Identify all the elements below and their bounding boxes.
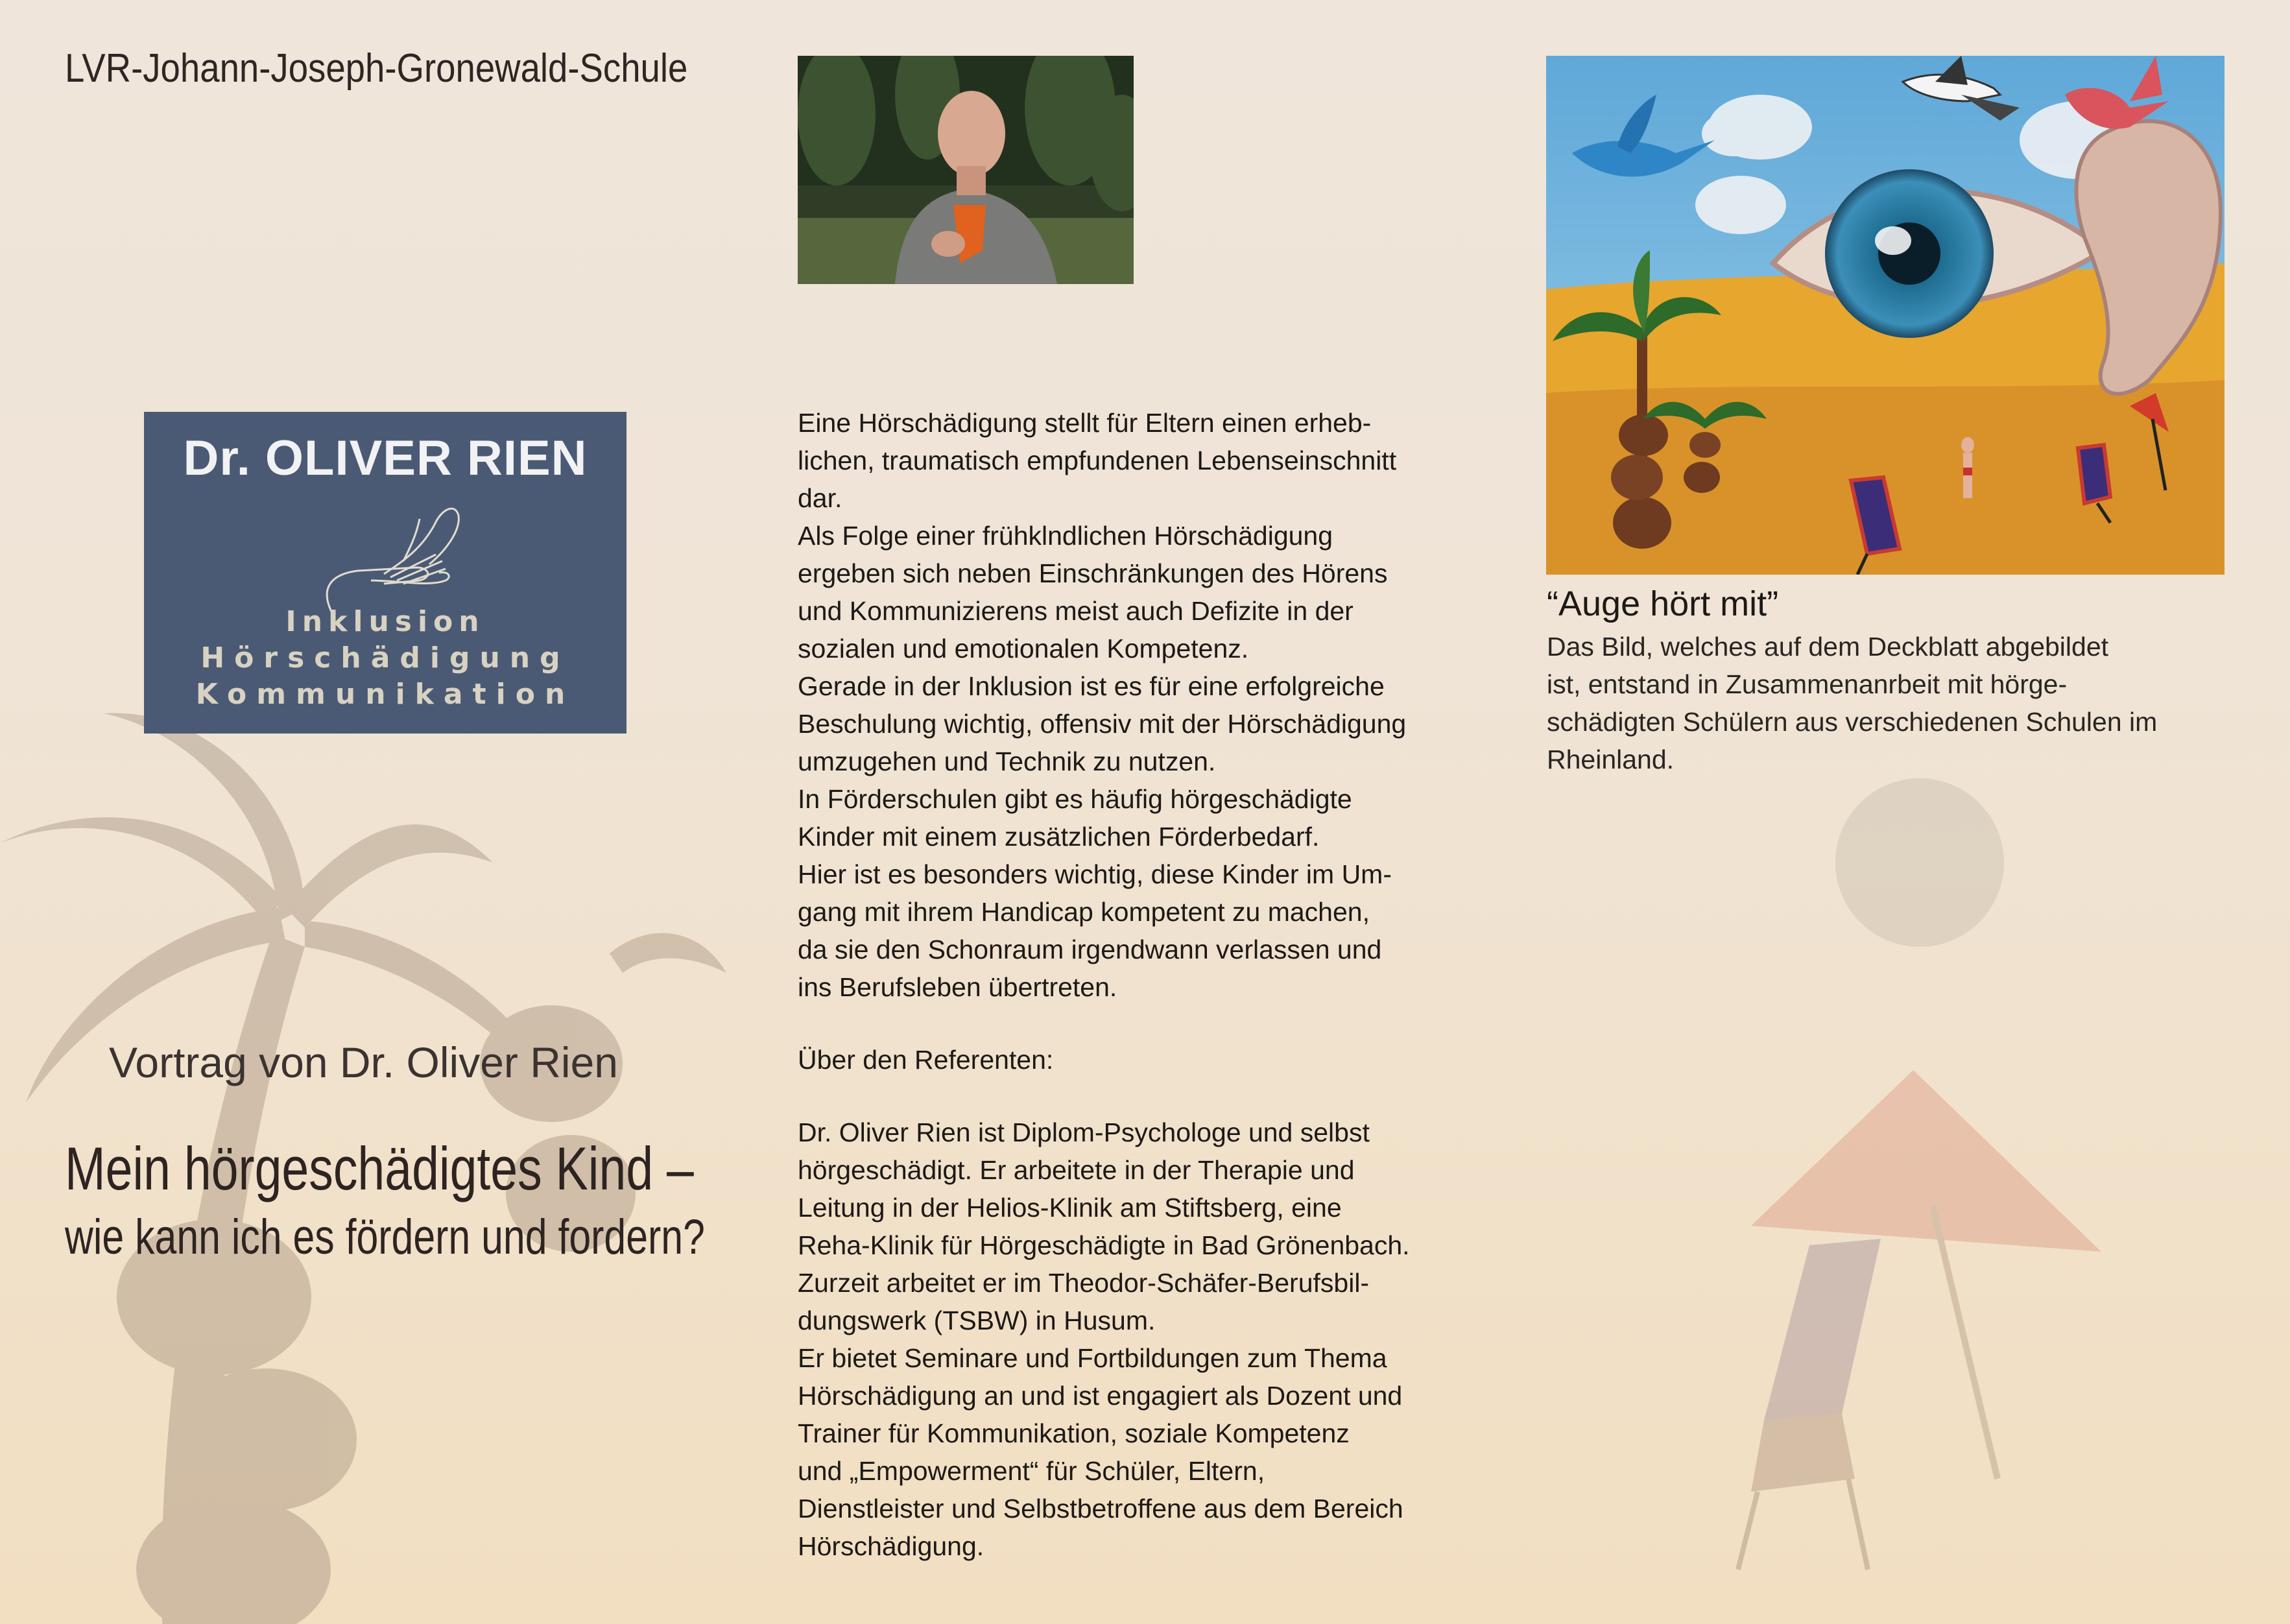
text-line: da sie den Schonraum irgendwann verlassen und xyxy=(798,935,1382,964)
hands-icon xyxy=(306,483,475,619)
text-line: lichen, traumatisch empfundenen Lebenseinschnitt xyxy=(798,446,1397,475)
logo-line-kommunikation: Kommunikation xyxy=(195,678,575,711)
text-line: Hörschädigung an und ist engagiert als Dozent und xyxy=(798,1381,1403,1411)
text-line: Gerade in der Inklusion ist es für eine erfolgreiche xyxy=(798,671,1385,701)
speaker-logo xyxy=(144,412,626,734)
text-line: gang mit ihrem Handicap kompetent zu machen, xyxy=(798,897,1370,927)
text-line: und Kommunizierens meist auch Defizite in der xyxy=(798,596,1354,626)
text-line: Das Bild, welches auf dem Deckblatt abgebildet xyxy=(1547,632,2109,662)
text-line: und „Empowerment“ für Schüler, Eltern, xyxy=(798,1456,1265,1486)
text-line: Als Folge einer frühklndlichen Hörschädigung xyxy=(798,521,1333,551)
text-line: Rheinland. xyxy=(1547,745,1675,774)
text-line: dungswerk (TSBW) in Husum. xyxy=(798,1306,1156,1335)
text-line: Kinder mit einem zusätzlichen Förderbedarf. xyxy=(798,822,1320,852)
text-line: Reha-Klinik für Hörgeschädigte in Bad Grönenbach. xyxy=(798,1230,1410,1260)
speaker-photo xyxy=(798,56,1134,284)
lecture-title-line1: Mein hörgeschädigtes Kind – xyxy=(65,1134,694,1202)
text-line: Hörschädigung. xyxy=(798,1531,984,1561)
logo-line-inklusion: Inklusion xyxy=(285,605,485,638)
text-line: umzugehen und Technik zu nutzen. xyxy=(798,746,1216,776)
body-text xyxy=(798,404,1511,1565)
text-line: Er bietet Seminare und Fortbildungen zum Thema xyxy=(798,1343,1387,1373)
text-line: Leitung in der Helios-Klinik am Stiftsberg, eine xyxy=(798,1193,1342,1223)
text-line: ergeben sich neben Einschränkungen des Hörens xyxy=(798,558,1388,588)
text-line: Zurzeit arbeitet er im Theodor-Schäfer-Berufsbil- xyxy=(798,1268,1370,1298)
text-line: dar. xyxy=(798,483,842,513)
text-line: Dr. Oliver Rien ist Diplom-Psychologe und selbst xyxy=(798,1117,1370,1147)
logo-name: Dr. OLIVER RIEN xyxy=(183,431,588,486)
text-line: Trainer für Kommunikation, soziale Kompetenz xyxy=(798,1418,1350,1448)
text-line: ist, entstand in Zusammenanrbeit mit hörge- xyxy=(1547,669,2068,699)
artwork-painting xyxy=(1546,56,2224,575)
text-line: Eine Hörschädigung stellt für Eltern einen erheb- xyxy=(798,408,1372,438)
text-line: hörgeschädigt. Er arbeitete in der Therapie und xyxy=(798,1155,1355,1185)
text-line: sozialen und emotionalen Kompetenz. xyxy=(798,634,1249,663)
text-line: Hier ist es besonders wichtig, diese Kinder im Um- xyxy=(798,859,1392,889)
school-name: LVR-Johann-Joseph-Gronewald-Schule xyxy=(65,46,688,91)
lecture-speaker: Vortrag von Dr. Oliver Rien xyxy=(109,1038,618,1086)
artwork-title: “Auge hört mit” xyxy=(1547,584,1779,623)
text-line: ins Berufsleben übertreten. xyxy=(798,972,1117,1002)
text-line: schädigten Schülern aus verschiedenen Schulen im xyxy=(1547,707,2158,737)
speaker-heading: Über den Referenten: xyxy=(798,1045,1054,1075)
artwork-description xyxy=(1547,628,2157,778)
logo-line-hoerschaedigung: Hörschädigung xyxy=(200,641,570,675)
text-line: Beschulung wichtig, offensiv mit der Hörschädigung xyxy=(798,709,1407,739)
lecture-title-line2: wie kann ich es fördern und fordern? xyxy=(65,1210,705,1265)
text-line: In Förderschulen gibt es häufig hörgeschädigte xyxy=(798,784,1352,814)
text-line: Dienstleister und Selbstbetroffene aus dem Bereich xyxy=(798,1494,1403,1523)
